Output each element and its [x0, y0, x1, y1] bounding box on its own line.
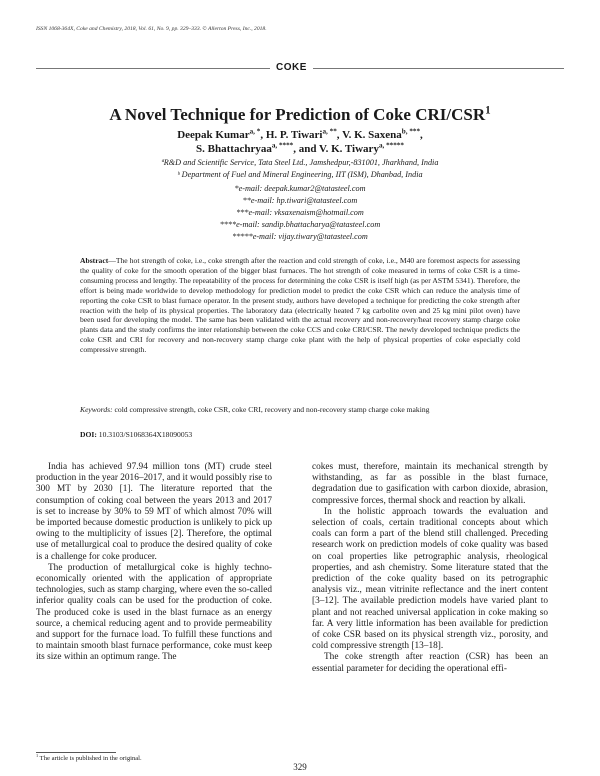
email-1: *e-mail: deepak.kumar2@tatasteel.com: [234, 184, 366, 193]
keywords: [80, 405, 520, 415]
author-name: S. Bhattachryaa: [196, 143, 272, 155]
author-name: Deepak Kumar: [177, 129, 250, 141]
paragraph: cokes must, therefore, maintain its mechanical strength by withstanding, as far as possible in the blast furnace, degradation due to gasification with carbon dioxide, abrasion, compressive forces, thermal shock and reaction by alkali.: [312, 462, 548, 506]
paragraph: India has achieved 97.94 million tons (MT) crude steel production in the year 2016–2017, and it would possibly rise to 300 MT by 2030 [1]. The literature reported that the consumption of coking coal between the years 2013 and 2017 is set to increase by 30% to 59 MT of which almost 70% will be imported because domestic production is unlikely to pick up owing to the multiplicity of issues [2]. Therefore, the optimal use of metallurgical coal to produce the desired quality of coke is a challenge for coke producer.: [36, 462, 272, 562]
author-sup: a, **: [322, 127, 337, 136]
footnote-mark: 1: [36, 752, 39, 758]
keywords-label: Keywords:: [80, 405, 113, 414]
journal-header: ISSN 1068-364X, Coke and Chemistry, 2018, Vol. 61, No. 9, pp. 329–333. © Allerton Press, Inc., 2018.: [36, 26, 267, 32]
paper-title-text: A Novel Technique for Prediction of Coke CRI/CSR: [109, 105, 486, 124]
footnote-rule: [36, 752, 116, 753]
paragraph: In the holistic approach towards the evaluation and selection of coals, certain traditional concepts about which coals can form a part of the blend still challenged. Preceding research work on prediction models of coke quality was based on coal properties like petrographic analysis, rheological properties, and ash chemistry. Some literature stated that the prediction of the coke quality based on its petrographic analysis viz., mean vitrinite reflectance and the inert content [3–12]. The available prediction models have varied plant to plant and not reached universal application in coke making so far. A very little information has been available for prediction of coke CSR based on its physical strength viz., porosity, and cold compressive strength [13–18].: [312, 506, 548, 652]
section-label: COKE: [270, 62, 313, 73]
email-5: *****e-mail: vijay.tiwary@tatasteel.com: [232, 232, 368, 241]
doi-label: DOI:: [80, 430, 97, 439]
author-sep: ,: [420, 129, 423, 141]
body-column-left: [36, 462, 272, 664]
authors-line-1: [0, 128, 600, 142]
email-2: **e-mail: hp.tiwari@tatasteel.com: [242, 196, 358, 205]
footnote: [36, 752, 142, 762]
body-column-right: [312, 462, 548, 675]
author-name: , and V. K. Tiwary: [293, 143, 379, 155]
authors-line-2: [0, 142, 600, 156]
author-name: , H. P. Tiwari: [260, 129, 323, 141]
doi: [80, 430, 192, 439]
paper-title: [0, 105, 600, 125]
title-footnote-mark: 1: [485, 104, 491, 117]
page-number: 329: [293, 762, 307, 772]
keywords-text: cold compressive strength, coke CSR, coke CRI, recovery and non-recovery stamp charge coke making: [112, 405, 430, 414]
email-4: ****e-mail: sandip.bhattacharya@tatasteel.com: [219, 220, 381, 229]
email-3: ***e-mail: vksaxenaism@hotmail.com: [236, 208, 364, 217]
author-sup: a, *: [249, 127, 261, 136]
paragraph: The production of metallurgical coke is highly techno-economically oriented with the application of appropriate technologies, such as stamp charging, where even the so-called inferior quality coals can be used for the production of coke. The produced coke is used in the blast furnace as an energy source, a chemical reducing agent and to provide permeability and support for the furnace load. To fulfill these functions and to maintain smooth blast furnace performance, coke must keep its size within an optimum range. The: [36, 562, 272, 663]
affiliation-b: ᵇ Department of Fuel and Mineral Engineering, IIT (ISM), Dhanbad, India: [177, 170, 423, 179]
abstract-text: —The hot strength of coke, i.e., coke strength after the reaction and cold strength of coke, i.e., M40 are foremost aspects for assessing the quality of coke for the smooth operation of the bigger blast furnaces. The hot strength of coke measured in terms of coke CSR is a time-consuming process and lengthy. The repeatability of the process for determining the coke CSR is itself high (as per ASTM 5341). Therefore, the effort is being made worldwide to develop methodology for prediction model to predict the coke CSR which can reduce the analysis time of reporting the coke CSR to blast furnace operator. In the present study, authors have developed a technique for predicting the coke strength after reaction with the help of its physical properties. The laboratory data (electrically heated 7 kg carbolite oven and 25 kg mini pilot oven) have been used for developing the model. The same has been validated with the actual recovery and non-recovery/heat recovery stamp charge coke plants data and the study confirms the inter relationship between the coke CCS and coke CRI/CSR. The newly developed technique predicts the coke CSR and CRI for recovery and non-recovery stamp charge coke plant with the help of physical properties of coke especially cold compressive strength.: [80, 256, 520, 355]
author-sup: a, ****: [271, 141, 294, 150]
doi-value[interactable]: 10.3103/S1068364X18090053: [96, 430, 193, 439]
author-name: , V. K. Saxena: [336, 129, 402, 141]
author-list: [0, 128, 600, 156]
paragraph: The coke strength after reaction (CSR) has been an essential parameter for deciding the operational effi-: [312, 652, 548, 674]
abstract: [80, 256, 520, 355]
abstract-label: Abstract: [80, 256, 109, 265]
author-sup: a, *****: [378, 141, 404, 150]
author-sup: b, ***: [401, 127, 421, 136]
footnote-text: The article is published in the original.: [38, 755, 142, 762]
affiliation-a: ªR&D and Scientific Service, Tata Steel Ltd., Jamshedpur,-831001, Jharkhand, India: [161, 158, 439, 167]
